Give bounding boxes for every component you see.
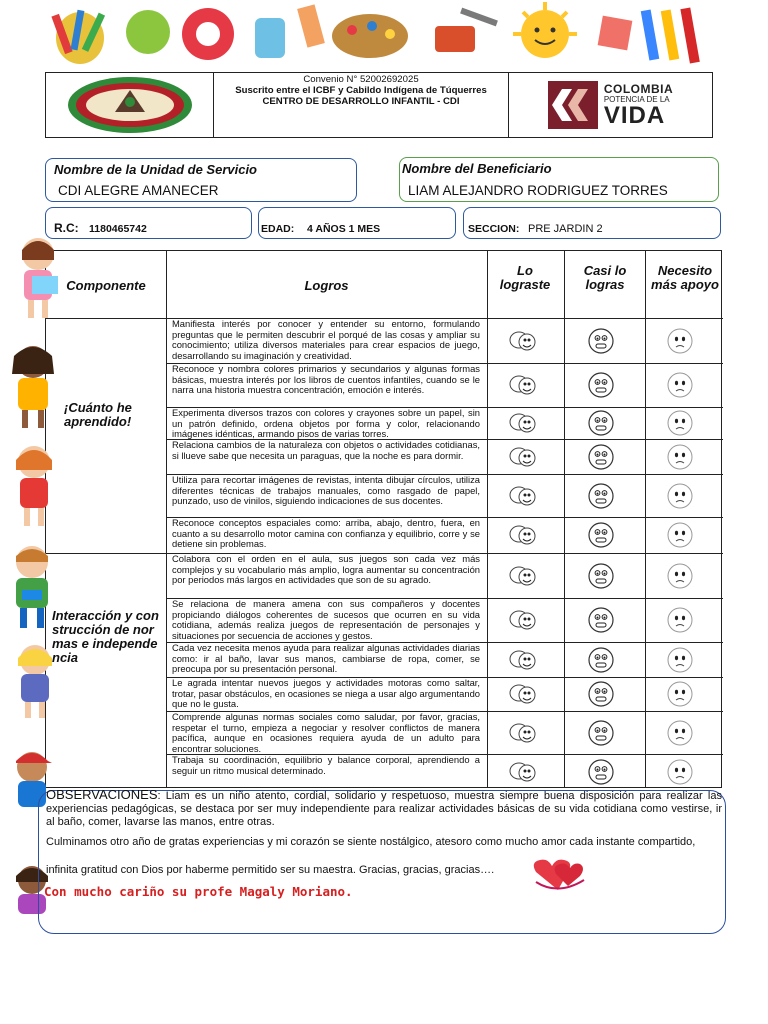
sad-face-icon [666,606,694,634]
logro-text-7: Colabora con el orden en el aula, sus juegos son cada vez más complejos y su vocabulario más amplio, logra aumentar su concentración por periodos más largos en actividades que son de su agrado. [172,553,480,585]
seccion-label: SECCION: [468,223,520,235]
happy-face-icon [508,443,536,471]
happy-face-icon [508,371,536,399]
colombia-logo-mark [548,81,598,129]
kid-girl-illustration [4,340,62,432]
surprised-face-icon [587,327,615,355]
header-casi-lo-logras: Casi lo logras [583,263,627,292]
observations-paragraph-1 [46,788,722,829]
happy-face-icon [508,719,536,747]
header-componente: Componente [66,278,146,293]
happy-face-icon [508,327,536,355]
happy-face-icon [508,409,536,437]
rc-label: R.C: [54,221,79,235]
edad-box [258,207,456,239]
logro-text-11: Comprende algunas normas sociales como saludar, por favor, gracias, respetar el turno, empieza a negociar y resolver conflictos de manera pacífica, aunque en ocasiones requiera ayuda de un adulto para encontrar soluciones. [172,711,480,754]
observations-paragraph-2: Culminamos otro año de gratas experiencias y mi corazón se siente nostálgico, atesoro como mucho amor cada instante compartido, [46,836,696,848]
kid-boy-illustration [2,540,62,632]
rc-value: 1180465742 [89,223,147,235]
logro-text-1: Manifiesta interés por conocer y entender su entorno, formulando preguntas que le permiten descubrir el porqué de las cosas y ampliar su conocimiento; utiliza diversos materiales para crear espacios de juego, desarrollando su imaginación y creatividad. [172,318,480,361]
logro-text-10: Le agrada intentar nuevos juegos y actividades motoras como saltar, trotar, pasar obstáculos, en ocasiones se niega a usar algo argumentando que no le gusta. [172,677,481,709]
happy-face-icon [508,482,536,510]
beneficiario-value: LIAM ALEJANDRO RODRIGUEZ TORRES [408,183,668,198]
logro-text-5: Utiliza para recortar imágenes de revistas, intenta dibujar círculos, utiliza diferentes técnicas de trabajos manuales, como rasgado de papel, punzado, uso de vinilos, siguiendo indicaciones de sus docentes. [172,474,480,506]
kid-girl-blue-illustration [10,640,60,720]
surprised-face-icon [587,606,615,634]
kid-reading-illustration [12,232,64,322]
beneficiario-box [399,157,719,202]
component-interaccion: Interacción y construcción de normas e independencia [52,608,159,665]
edad-label: EDAD: [261,223,295,235]
observations-text-1: : Liam es un niño atento, cordial, solidario y respetuoso, muestra siempre buena disposición para realizar las experiencias pedagógicas, se destaca por ser muy independiente para realizar actividades básicas de su vida cotidiana como vestirse, ir al baño, comer, lavarse las manos, entre otras. [46,790,722,828]
happy-face-icon [508,521,536,549]
sad-face-icon [666,482,694,510]
happy-face-icon [508,646,536,674]
surprised-face-icon [587,680,615,708]
happy-face-icon [508,562,536,590]
logro-text-12: Trabaja su coordinación, equilibrio y balance corporal, aprendiendo a seguir un ritmo musical determinado. [172,754,480,776]
header-logros: Logros [304,278,349,293]
agreement-info-cell [214,73,509,137]
observations-paragraph-3: infinita gratitud con Dios por haberme permitido ser su maestra. Gracias, gracias, gracias…. [46,864,495,876]
component-aprendido: ¡Cuánto he aprendido! [64,400,132,429]
colombia-logo-text: COLOMBIA POTENCIA DE LA VIDA [603,81,674,129]
sad-face-icon [666,327,694,355]
surprised-face-icon [587,409,615,437]
evaluation-table [45,250,722,788]
surprised-face-icon [587,719,615,747]
sad-face-icon [666,758,694,786]
surprised-face-icon [587,646,615,674]
surprised-face-icon [587,443,615,471]
center-name: CENTRO DE DESARROLLO INFANTIL - CDI [262,96,460,107]
beneficiario-label: Nombre del Beneficiario [402,161,552,176]
sad-face-icon [666,680,694,708]
convenio-number: Convenio N° 52002692025 [303,74,419,85]
cabildo-seal-logo [67,76,193,134]
happy-face-icon [508,606,536,634]
edad-value: 4 AÑOS 1 MES [307,223,381,235]
logro-text-9: Cada vez necesita menos ayuda para realizar algunas actividades diarias como: ir al baño, lavar sus manos, cambiarse de ropa, comer, se preocupa por su presentación personal. [172,642,480,674]
surprised-face-icon [587,758,615,786]
unidad-box [45,158,357,202]
sad-face-icon [666,562,694,590]
logro-text-2: Reconoce y nombra colores primarios y secundarios y algunas formas básicas, muestra interés por los libros de cuentos infantiles, cuando se le narra una historia muestra concentración, emoción e interés. [172,363,480,395]
logro-text-8: Se relaciona de manera amena con sus compañeros y docentes propiciando diálogos coherentes de sucesos que ocurren en su vida cotidiana, además realiza juegos de representación de personajes y situaciones por secuencia de acciones y gestos. [172,598,480,641]
sad-face-icon [666,521,694,549]
teacher-signature: Con mucho cariño su profe Magaly Moriano. [44,884,353,899]
top-decoration-banner [40,0,730,72]
sad-face-icon [666,371,694,399]
agreement-parties: Suscrito entre el ICBF y Cabildo Indígena de Túquerres [235,85,487,96]
happy-face-icon [508,758,536,786]
sad-face-icon [666,646,694,674]
kid-laughing-illustration [8,440,60,530]
document-header [45,72,713,138]
header-necesito-apoyo: Necesito más apoyo [651,263,719,292]
header-lo-lograste: Lo lograste [499,263,551,292]
surprised-face-icon [587,482,615,510]
hearts-icon [528,856,588,894]
seccion-value: PRE JARDIN 2 [528,223,603,235]
surprised-face-icon [587,562,615,590]
sad-face-icon [666,409,694,437]
logro-text-6: Reconoce conceptos espaciales como: arriba, abajo, dentro, fuera, en cuanto a su desarrollo motor camina con confianza y equilibrio, corre y se detiene sin problemas. [172,517,480,549]
observations-title: OBSERVACIONES [46,787,158,802]
rc-box [45,207,252,239]
surprised-face-icon [587,521,615,549]
happy-face-icon [508,680,536,708]
seccion-box [463,207,721,239]
logro-text-4: Relaciona cambios de la naturaleza con objetos o actividades cotidianas, si llueve sabe que necesita un paraguas, que la noche es para dormir. [172,439,480,461]
logro-text-3: Experimenta diversos trazos con colores y crayones sobre un papel, sin un patrón definido, ordena objetos por forma y color, relacionando imágenes idénticas, armando pisos de varias torres. [172,407,480,439]
unidad-label: Nombre de la Unidad de Servicio [54,162,257,177]
sad-face-icon [666,719,694,747]
surprised-face-icon [587,371,615,399]
cabildo-logo-cell [46,73,214,137]
colombia-logo-cell [509,73,712,137]
sad-face-icon [666,443,694,471]
unidad-value: CDI ALEGRE AMANECER [58,183,219,198]
